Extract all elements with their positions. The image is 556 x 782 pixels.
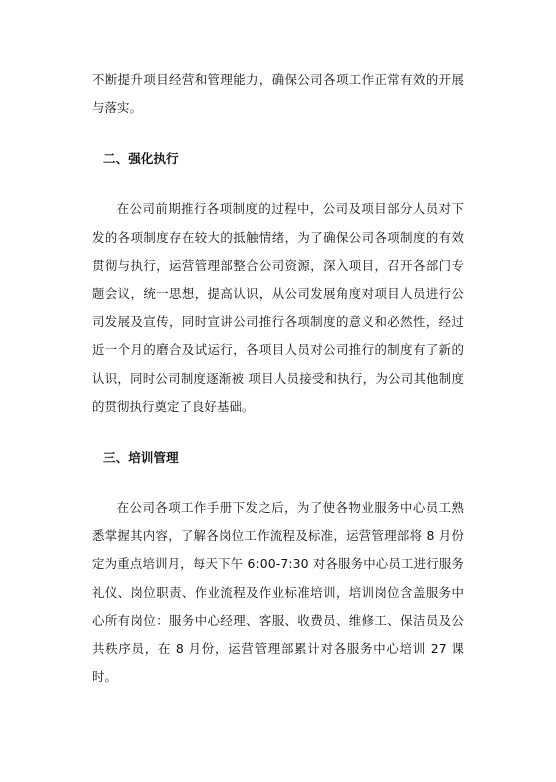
section-heading-training: 三、培训管理 (103, 450, 179, 466)
document-body (92, 66, 464, 691)
spacer (92, 173, 464, 195)
spacer (92, 421, 464, 444)
section-heading-execution: 二、强化执行 (103, 151, 179, 167)
spacer (92, 122, 464, 145)
spacer (92, 472, 464, 494)
execution-paragraph: 在公司前期推行各项制度的过程中，公司及项目部分人员对下发的各项制度存在较大的抵触情绪，为了确保公司各项制度的有效贯彻与执行，运营管理部整合公司资源，深入项目，召开各部门专题会议，统一思想，提高认识，从公司发展角度对项目人员进行公司发展及宣传，同时宣讲公司推行各项制度的意义和必然性，经过近一个月的磨合及试运行，各项目人员对公司推行的制度有了新的认识，同时公司制度逐渐被 项目人员接受和执行，为公司其他制度的贯彻执行奠定了良好基础。 (92, 201, 464, 414)
training-paragraph: 在公司各项工作手册下发之后，为了使各物业服务中心员工熟悉掌握其内容，了解各岗位工作流程及标准，运营管理部将 8 月份定为重点培训月，每天下午 6:00-7:30 对各服务中心员工进行服务礼仪、岗位职责、作业流程及作业标准培训，培训岗位含盖服务中心所有岗位：服务中心经理、客服、收费员、维修工、保洁员及公共秩序员，在 8 月份，运营管理部累计对各服务中心培训 27 课时。 (92, 500, 464, 685)
intro-paragraph: 不断提升项目经营和管理能力，确保公司各项工作正常有效的开展与落实。 (92, 72, 464, 116)
